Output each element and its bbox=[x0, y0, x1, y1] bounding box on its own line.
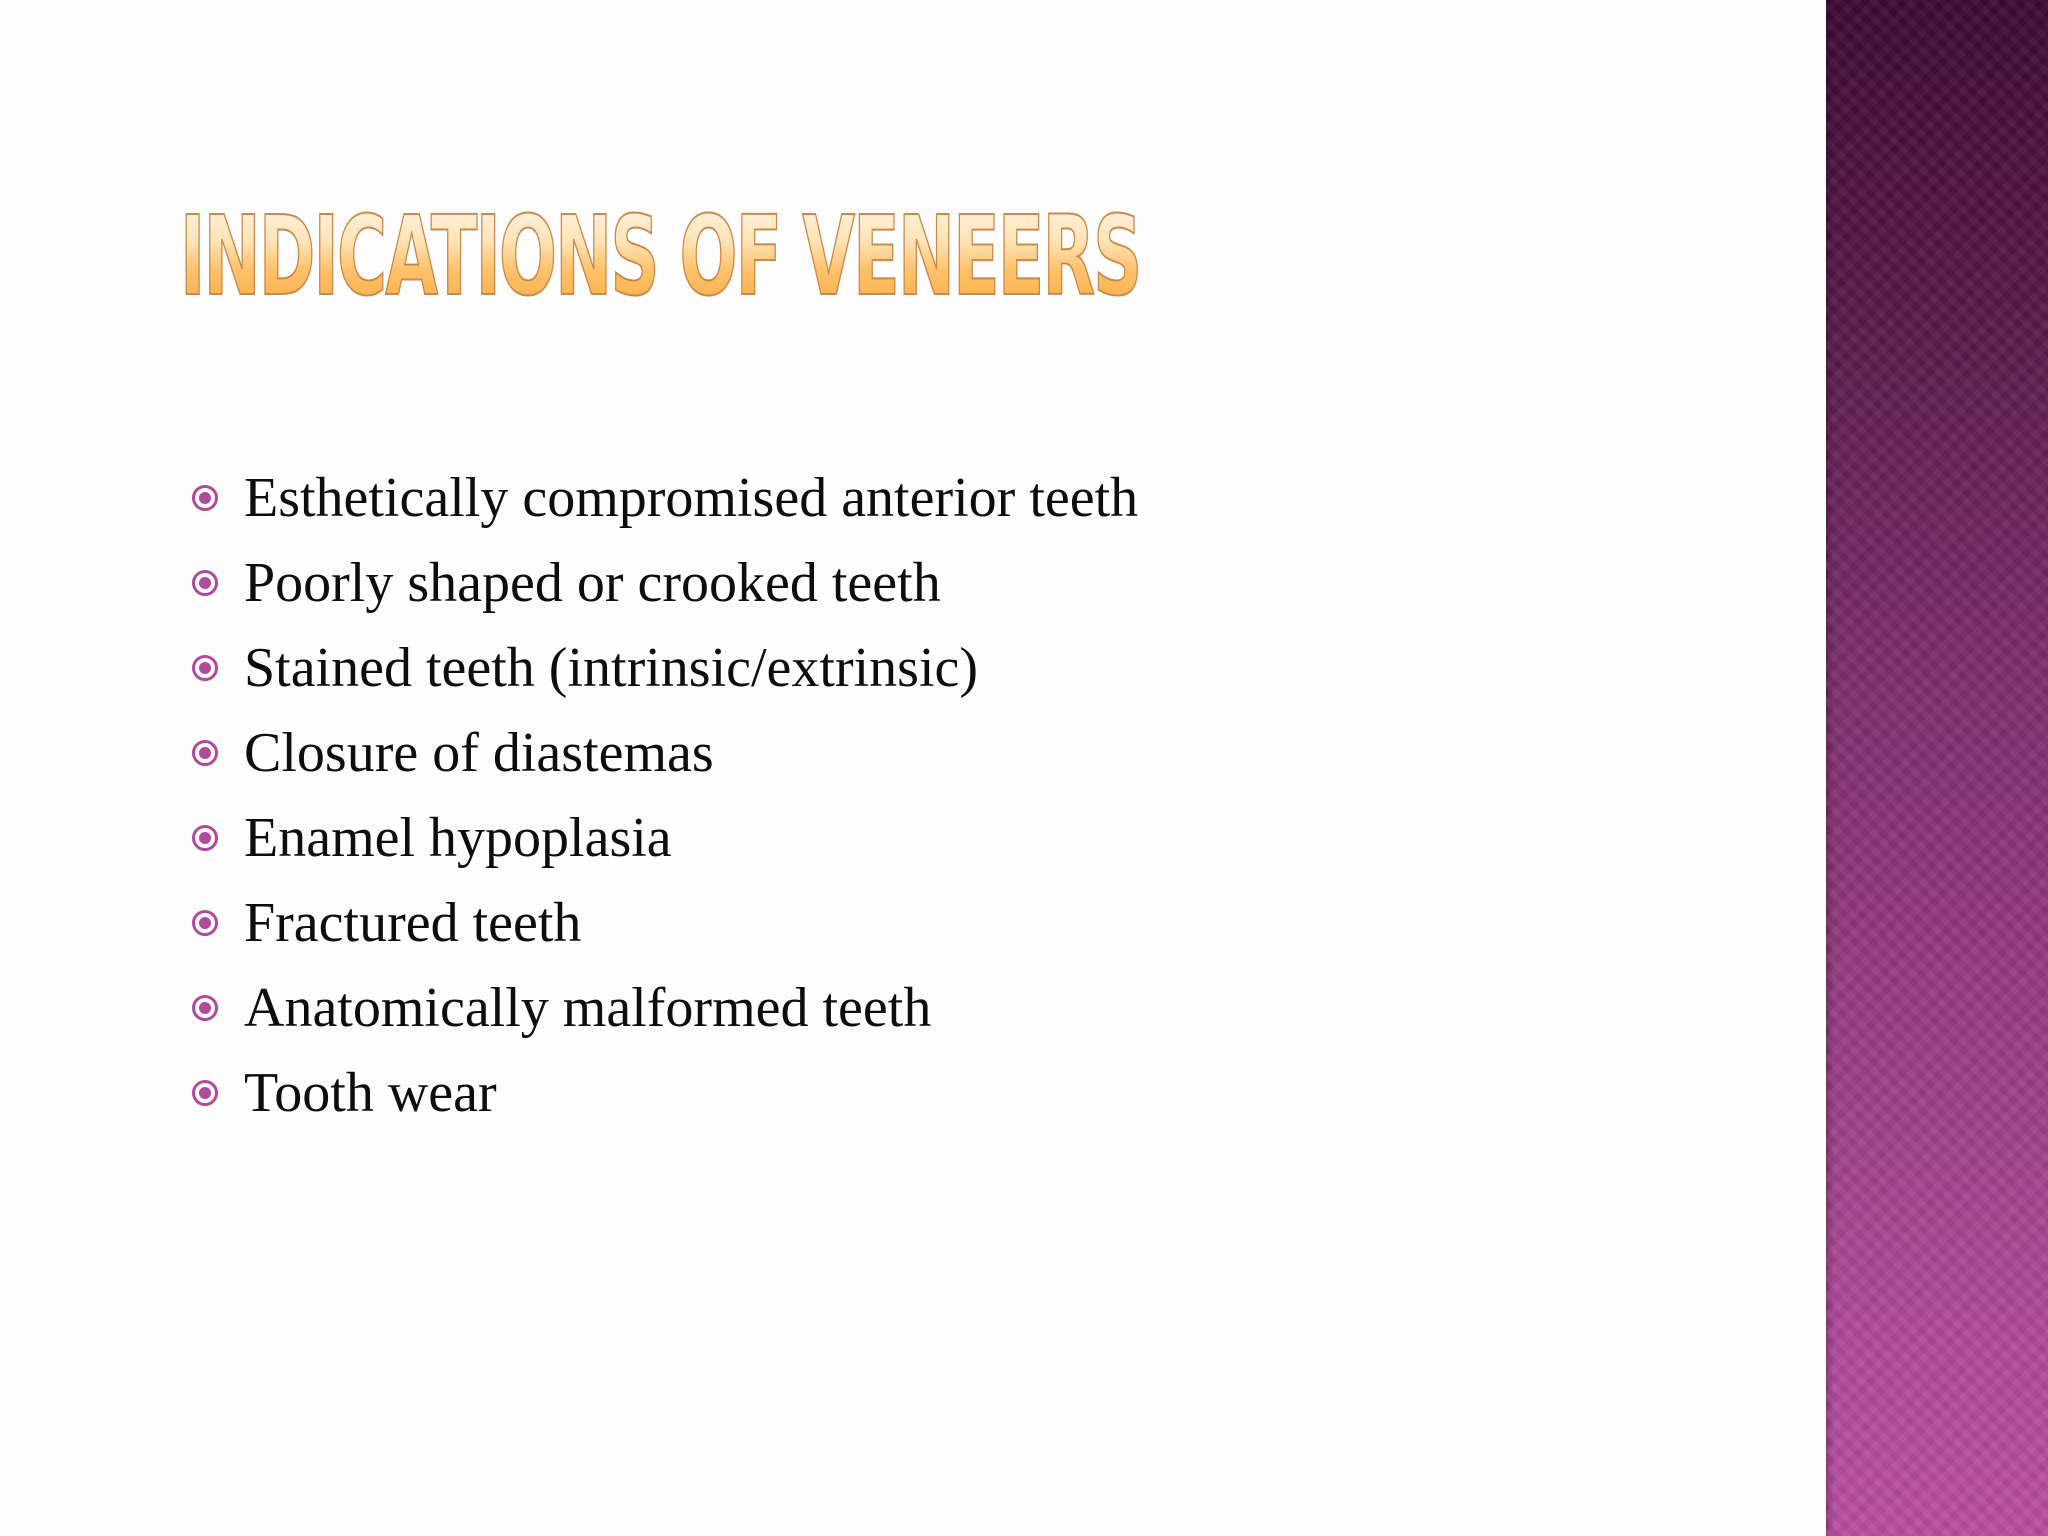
list-item bbox=[190, 455, 1138, 540]
bullet-list bbox=[190, 455, 1138, 1135]
circled-dot-bullet-icon bbox=[190, 908, 220, 938]
decorative-side-band bbox=[1826, 0, 2048, 1536]
bullet-text: Closure of diastemas bbox=[244, 721, 714, 784]
list-item bbox=[190, 540, 1138, 625]
bullet-text: Anatomically malformed teeth bbox=[244, 976, 932, 1039]
circled-dot-bullet-icon bbox=[190, 738, 220, 768]
list-item bbox=[190, 625, 1138, 710]
circled-dot-bullet-icon bbox=[190, 823, 220, 853]
list-item bbox=[190, 1050, 1138, 1135]
bullet-text: Esthetically compromised anterior teeth bbox=[244, 466, 1139, 529]
circled-dot-bullet-icon bbox=[190, 993, 220, 1023]
circled-dot-bullet-icon bbox=[190, 1078, 220, 1108]
list-item bbox=[190, 880, 1138, 965]
list-item bbox=[190, 795, 1138, 880]
circled-dot-bullet-icon bbox=[190, 568, 220, 598]
bullet-text: Fractured teeth bbox=[244, 891, 582, 954]
list-item bbox=[190, 965, 1138, 1050]
bullet-text: Enamel hypoplasia bbox=[244, 806, 672, 869]
bullet-text: Stained teeth (intrinsic/extrinsic) bbox=[244, 636, 979, 699]
bullet-text: Poorly shaped or crooked teeth bbox=[244, 551, 941, 614]
bullet-text: Tooth wear bbox=[244, 1061, 497, 1124]
circled-dot-bullet-icon bbox=[190, 653, 220, 683]
slide-title: INDICATIONS OF VENEERS bbox=[180, 192, 1141, 320]
list-item bbox=[190, 710, 1138, 795]
circled-dot-bullet-icon bbox=[190, 483, 220, 513]
